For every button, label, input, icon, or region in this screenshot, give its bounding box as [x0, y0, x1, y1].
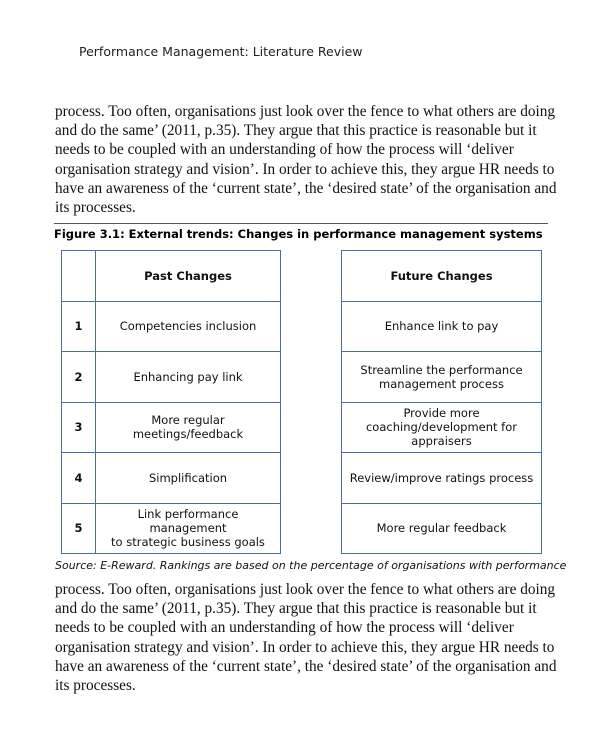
cell-line: coaching/development for [365, 420, 517, 435]
future-changes-table [341, 250, 542, 554]
future-changes-header: Future Changes [342, 251, 542, 302]
past-change-cell [96, 402, 281, 453]
rank-cell: 1 [62, 301, 96, 352]
figure-caption: Figure 3.1: External trends: Changes in performance management systems [54, 227, 543, 241]
table-row [342, 503, 542, 554]
past-changes-header: Past Changes [96, 251, 281, 302]
cell-line: Link performance management [137, 507, 239, 536]
cell-line: More regular feedback [376, 521, 507, 536]
cell-line: Streamline the performance [360, 362, 523, 377]
table-row [342, 352, 542, 403]
past-changes-table [61, 250, 281, 554]
paragraph-line: organisation strategy and vision’. In order to achieve this, they argue HR needs to [55, 638, 555, 656]
paragraph-line: have an awareness of the ‘current state’, the ‘desired state’ of the organisation and [55, 179, 557, 197]
future-change-cell [342, 352, 542, 403]
past-change-cell [96, 352, 281, 403]
cell-line: management process [379, 376, 504, 391]
cell-line: Review/improve ratings process [349, 470, 534, 485]
bottom-paragraph [55, 580, 555, 695]
rank-cell: 3 [62, 402, 96, 453]
table-row [62, 503, 281, 554]
paragraph-line: and do the same’ (2011, p.35). They argue that this practice is reasonable but it [55, 122, 537, 140]
paragraph-line: process. Too often, organisations just look over the fence to what others are doing [55, 103, 556, 120]
cell-line: Provide more [403, 406, 480, 421]
past-change-cell [96, 503, 281, 554]
table-row [62, 453, 281, 504]
figure-source-note: Source: E-Reward. Rankings are based on the percentage of organisations with performance [55, 559, 567, 572]
top-paragraph [55, 102, 555, 217]
blank-header-cell [62, 251, 96, 302]
cell-line: to strategic business goals [111, 535, 265, 550]
cell-line: meetings/feedback [132, 427, 244, 442]
cell-line: More regular [151, 413, 225, 428]
section-divider [54, 223, 548, 224]
cell-line: Enhance link to pay [384, 319, 499, 334]
cell-line: appraisers [411, 434, 472, 449]
page-header: Performance Management: Literature Review [79, 44, 363, 59]
paragraph-line: its processes. [55, 677, 136, 695]
cell-line: Simplification [148, 470, 228, 485]
paragraph-line: needs to be coupled with an understanding of how the process will ‘deliver [55, 141, 514, 159]
rank-cell: 5 [62, 503, 96, 554]
table-row [342, 402, 542, 453]
table-header-row [62, 251, 281, 302]
future-change-cell [342, 301, 542, 352]
paragraph-line: and do the same’ (2011, p.35). They argue that this practice is reasonable but it [55, 600, 537, 618]
future-change-cell [342, 402, 542, 453]
table-row [62, 352, 281, 403]
past-change-cell [96, 301, 281, 352]
future-change-cell [342, 453, 542, 504]
table-row [62, 402, 281, 453]
table-row [62, 301, 281, 352]
future-change-cell [342, 503, 542, 554]
paragraph-line: its processes. [55, 199, 136, 217]
rank-cell: 2 [62, 352, 96, 403]
cell-line: Competencies inclusion [119, 319, 257, 334]
paragraph-line: process. Too often, organisations just look over the fence to what others are doing [55, 581, 556, 598]
paragraph-line: organisation strategy and vision’. In order to achieve this, they argue HR needs to [55, 160, 555, 178]
table-row [342, 453, 542, 504]
paragraph-line: have an awareness of the ‘current state’, the ‘desired state’ of the organisation and [55, 657, 557, 675]
past-change-cell [96, 453, 281, 504]
rank-cell: 4 [62, 453, 96, 504]
table-header-row [342, 251, 542, 302]
cell-line: Enhancing pay link [133, 369, 243, 384]
paragraph-line: needs to be coupled with an understanding of how the process will ‘deliver [55, 619, 514, 637]
table-row [342, 301, 542, 352]
